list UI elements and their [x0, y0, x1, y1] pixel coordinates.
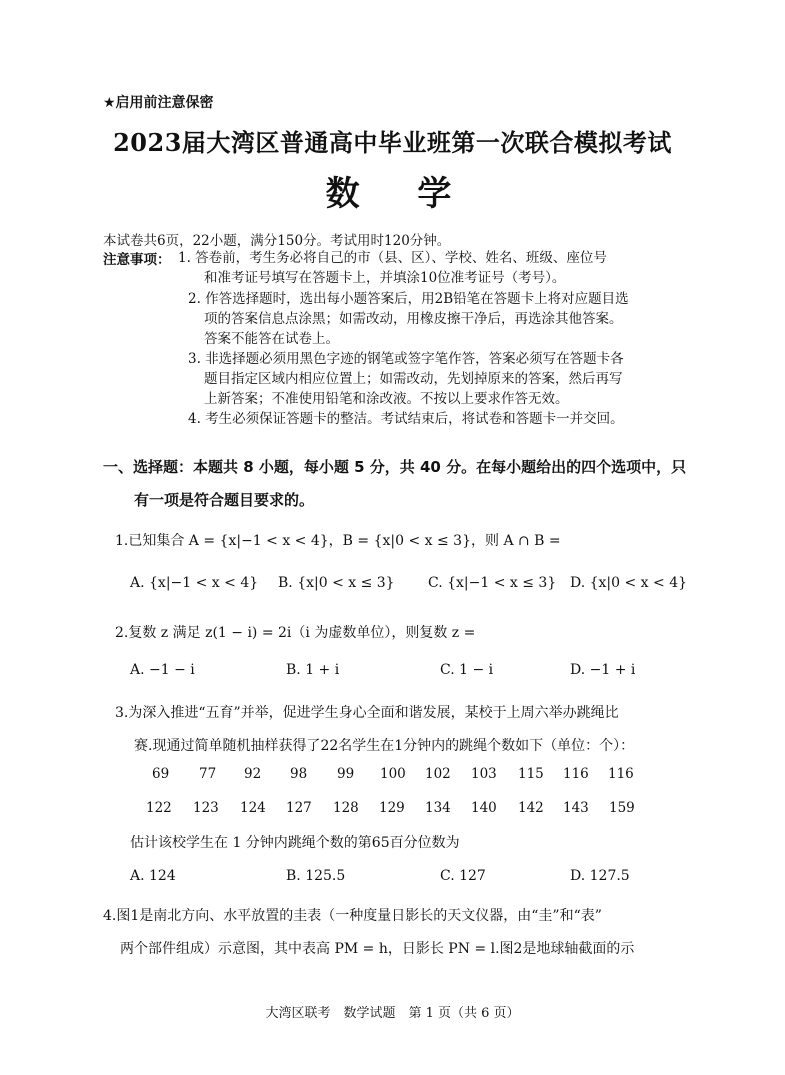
note-2-line-2: 项的答案信息点涂黑；如需改动，用橡皮擦干净后，再选涂其他答案。	[204, 311, 623, 327]
note-1	[178, 248, 607, 288]
section-heading: 一、选择题：本题共 8 小题，每小题 5 分，共 40 分。在每小题给出的四个选项中，只	[103, 458, 687, 476]
data-value: 128	[333, 800, 359, 816]
note-1-line-2: 和准考证号填写在答题卡上，并填涂10位准考证号（考号）。	[204, 270, 566, 286]
question-4-line-1: 4.图1是南北方向、水平放置的圭表（一种度量日影长的天文仪器，由“圭”和“表”	[103, 908, 602, 924]
subject-title: 数 学	[325, 174, 460, 214]
confidential-label: ★启用前注意保密	[103, 95, 214, 111]
data-value: 103	[471, 766, 497, 782]
q2-option-a: A. −1 − i	[130, 662, 195, 678]
q1-option-d: D. {x|0 < x < 4}	[570, 575, 688, 591]
q1-option-b: B. {x|0 < x ≤ 3}	[278, 575, 395, 591]
note-2-line-3: 答案不能答在试卷上。	[204, 331, 339, 347]
q2-option-c: C. 1 − i	[440, 662, 494, 678]
q2-option-d: D. −1 + i	[570, 662, 636, 678]
note-2	[188, 289, 629, 349]
exam-title: 2023届大湾区普通高中毕业班第一次联合模拟考试	[113, 128, 672, 157]
data-value: 143	[563, 800, 589, 816]
data-value: 124	[240, 800, 266, 816]
data-value: 77	[199, 766, 217, 782]
data-value: 102	[425, 766, 451, 782]
note-3-line-2: 题目指定区域内相应位置上；如需改动，先划掉原来的答案，然后再写	[204, 371, 623, 387]
question-3-line-3: 估计该校学生在 1 分钟内跳绳个数的第65百分位数为	[130, 835, 460, 851]
page-footer: 大湾区联考 数学试题 第 1 页（共 6 页）	[265, 1006, 520, 1021]
note-4	[188, 409, 624, 429]
note-1-line-1: 1. 答卷前，考生务必将自己的市（县、区）、学校、姓名、班级、座位号	[178, 250, 607, 266]
note-3	[188, 349, 624, 409]
data-value: 159	[609, 800, 635, 816]
data-value: 98	[290, 766, 308, 782]
q1-option-a: A. {x|−1 < x < 4}	[130, 575, 259, 591]
data-value: 123	[193, 800, 219, 816]
note-2-line-1: 2. 作答选择题时，选出每小题答案后，用2B铅笔在答题卡上将对应题目选	[188, 291, 629, 307]
data-value: 142	[518, 800, 544, 816]
data-value: 127	[286, 800, 312, 816]
data-value: 115	[518, 766, 544, 782]
note-4-line-1: 4. 考生必须保证答题卡的整洁。考试结束后，将试卷和答题卡一并交回。	[188, 411, 624, 427]
question-3-line-1: 3.为深入推进“五育”并举，促进学生身心全面和谐发展，某校于上周六举办跳绳比	[115, 705, 619, 721]
data-value: 100	[380, 766, 406, 782]
q3-option-c: C. 127	[440, 868, 486, 884]
exam-intro: 本试卷共6页，22小题，满分150分。考试用时120分钟。	[103, 233, 451, 249]
section-heading-cont: 有一项是符合题目要求的。	[134, 491, 315, 509]
q1-option-c: C. {x|−1 < x ≤ 3}	[428, 575, 557, 591]
data-row-2	[0, 800, 785, 818]
question-2-stem: 2.复数 z 满足 z(1 − i) = 2i（i 为虚数单位），则复数 z =	[115, 625, 476, 641]
data-value: 129	[379, 800, 405, 816]
data-value: 134	[425, 800, 451, 816]
q3-option-b: B. 125.5	[286, 868, 346, 884]
question-1-stem: 1.已知集合 A = {x|−1 < x < 4}，B = {x|0 < x ≤ 3}，则 A ∩ B =	[115, 533, 561, 549]
data-row-1	[0, 766, 785, 784]
q2-option-b: B. 1 + i	[286, 662, 340, 678]
q3-option-d: D. 127.5	[570, 868, 630, 884]
question-4-line-2: 两个部件组成）示意图，其中表高 PM = h，日影长 PN = l.图2是地球轴截面的示	[120, 941, 635, 957]
data-value: 122	[146, 800, 172, 816]
question-3-line-2: 赛.现通过简单随机抽样获得了22名学生在1分钟内的跳绳个数如下（单位：个）：	[134, 738, 635, 754]
note-3-line-3: 上新答案；不准使用铅笔和涂改液。不按以上要求作答无效。	[204, 391, 569, 407]
notes-label: 注意事项：	[103, 252, 171, 268]
q3-option-a: A. 124	[130, 868, 176, 884]
data-value: 116	[563, 766, 589, 782]
data-value: 140	[471, 800, 497, 816]
data-value: 92	[244, 766, 262, 782]
note-3-line-1: 3. 非选择题必须用黑色字迹的钢笔或签字笔作答，答案必须写在答题卡各	[188, 351, 624, 367]
data-value: 116	[608, 766, 634, 782]
data-value: 99	[337, 766, 355, 782]
data-value: 69	[152, 766, 170, 782]
